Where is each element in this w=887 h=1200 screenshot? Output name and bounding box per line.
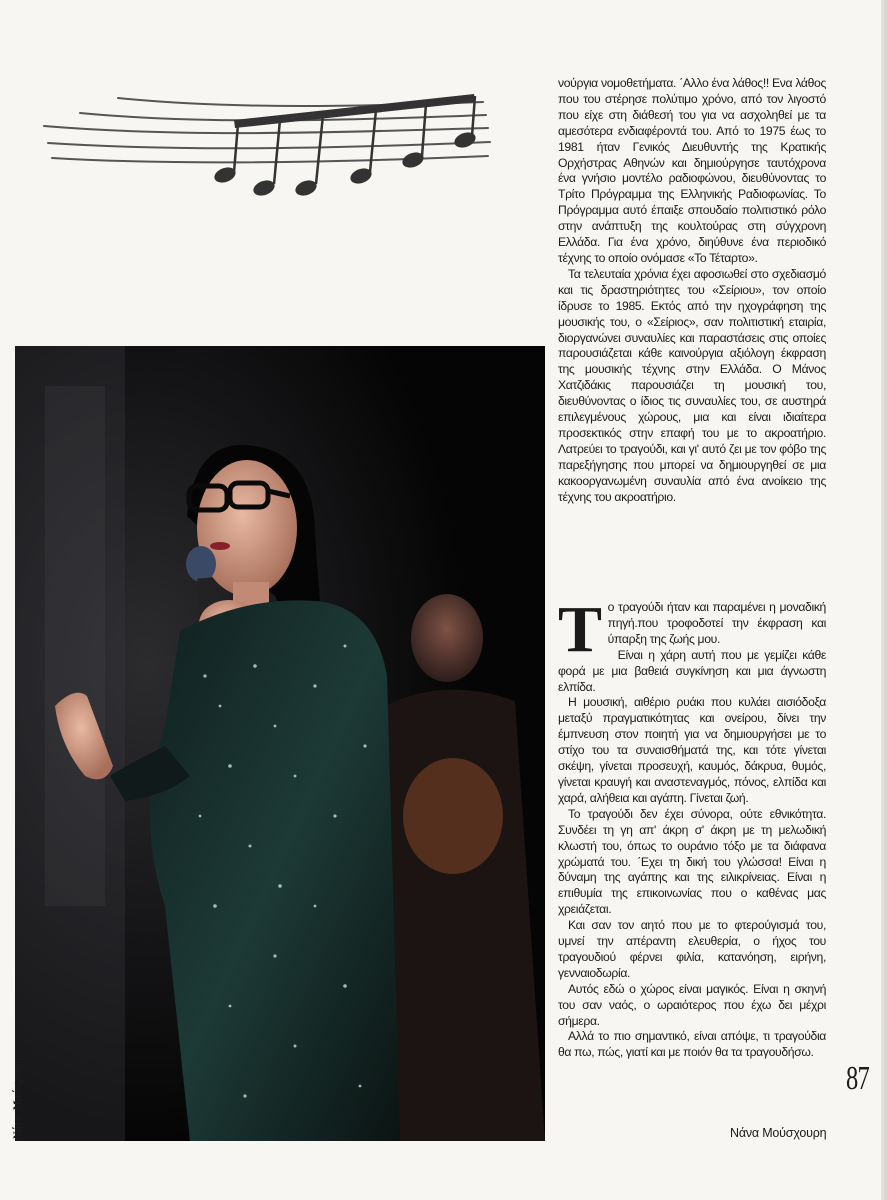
article-paragraph-1: νούργια νομοθετήματα. ΄Αλλο ένα λάθος!! Ενα λάθος που του στέρησε πολύτιμο χρόνο, από τον λιγοστό που είχε στη διάθεσή του για να ασχοληθεί με τα αμεσότερα ενδιαφέροντά του. Από το 1975 έως το 1981 ήταν Γενικός Διευθυντής της Κρατικής Ορχήστρας Αθηνών και δημιούργησε ταυτόχρονα ένα γνήσιο μοντέλο ραδιοφώνου, διευθύνοντας το Τρίτο Πρόγραμμα της Ελληνικής Ραδιοφωνίας. Το Πρόγραμμα αυτό έπαιξε σπουδαίο πολιτιστικό ρόλο στην ανάπτυξη της κουλτούρας στη σύγχρονη Ελλάδα. Για ένα χρόνο, διηύθυνε ένα περιοδικό τέχνης το οποίο ονόμασε «Το Τέταρτο».	[558, 76, 826, 265]
quote-paragraph: Αυτός εδώ ο χώρος είναι μαγικός. Είναι η σκηνή του σαν ναός, ο ωραιότερος που έχω δει μέχρι σήμερα.	[558, 981, 826, 1028]
page-number: 87	[846, 1060, 870, 1097]
quote-paragraph: Το τραγούδι δεν έχει σύνορα, ούτε εθνικότητα. Συνδέει τη γη απ' άκρη σ' άκρη με τη μελωδική κλωστή του, όπως το ουράνιο τόξο με τα διάφανα χρώματά του. ΄Εχει τη δική του γλώσσα! Είναι η δύναμη της αγάπης και της ειλικρίνειας. Είναι η επιθυμία της επικοινωνίας που ο καθένας μας χρειάζεται.	[558, 806, 826, 917]
quote-signature: Νάνα Μούσχουρη	[730, 1126, 827, 1140]
quote-text	[558, 593, 826, 1061]
quote-paragraph: Η μουσική, αιθέριο ρυάκι που κυλάει αισιόδοξα μεταξύ πραγματικότητας και ονείρου, δίνει την έμπνευση στον ποιητή για να δημιουργήσει με το στίχο του τα συναισθήματά της, και τότε γίνεται σκέψη, γίνεται προσευχή, καυμός, δάκρυα, θυμός, γίνεται κραυγή και αναστεναγμός, πόνος, ελπίδα και χαρά, αλήθεια και αγάπη. Γίνεται ζωή.	[558, 695, 826, 805]
quote-paragraph: Είναι η χάρη αυτή που με γεμίζει κάθε φορά με μια βαθειά συγκίνηση και μια άγνωστη ελπίδα.	[558, 647, 826, 694]
drop-cap: Τ	[558, 593, 602, 666]
quote-paragraph: Και σαν τον αητό που με το φτερούγισμά του, υμνεί την απέραντη ελευθερία, ο ήχος του τραγουδιού φέρνει φιλία, κατανόηση, ειρήνη, γενναιοδωρία.	[558, 918, 826, 980]
concert-photo	[15, 346, 545, 1141]
page-edge	[881, 0, 887, 1200]
photo-credit: Νάνα Μούσχουρη	[12, 1054, 24, 1140]
article-paragraph-2: Τα τελευταία χρόνια έχει αφοσιωθεί στο σχεδιασμό και τις δραστηριότητες του «Σείριου», τον οποίο ίδρυσε το 1985. Εκτός από την ηχογράφηση της μουσικής του, ο «Σείριος», σαν πολιτιστική εταιρία, διοργανώνει συναυλίες και παραστάσεις στις οποίες παρουσιάζεται κάθε καινούργια αξιόλογη έκφραση της μουσικής τέχνης στην Ελλάδα. Ο Μάνος Χατζιδάκις παρουσιάζει τη μουσική του, διευθύνοντας ο ίδιος τις συναυλίες του, σε αυστηρά επιλεγμένους χώρους, μια και είναι ιδιαίτερα προσεκτικός στην επαφή του με το ακροατήριο. Λατρεύει το τραγούδι, και γι' αυτό ζει με τον φόβο της παρεξήγησης που μπορεί να δημιουργηθεί σε μια κακοοργανωμένη συναυλία από ένα ανοίκειο της τέχνης του ακροατήριο.	[558, 266, 826, 504]
quote-lead-text: ο τραγούδι ήταν και παραμένει η μοναδική πηγή.που τροφοδοτεί την έκφραση και ύπαρξη της ζωής μου.	[607, 600, 826, 646]
quote-lead-paragraph	[558, 593, 826, 666]
quote-paragraph: Αλλά το πιο σημαντικό, είναι απόψε, τι τραγούδια θα πω, πώς, γιατί και με ποιόν θα τα τραγουδήσω.	[558, 1029, 826, 1060]
music-notes-illustration	[38, 80, 498, 210]
article-text-upper	[558, 76, 826, 505]
